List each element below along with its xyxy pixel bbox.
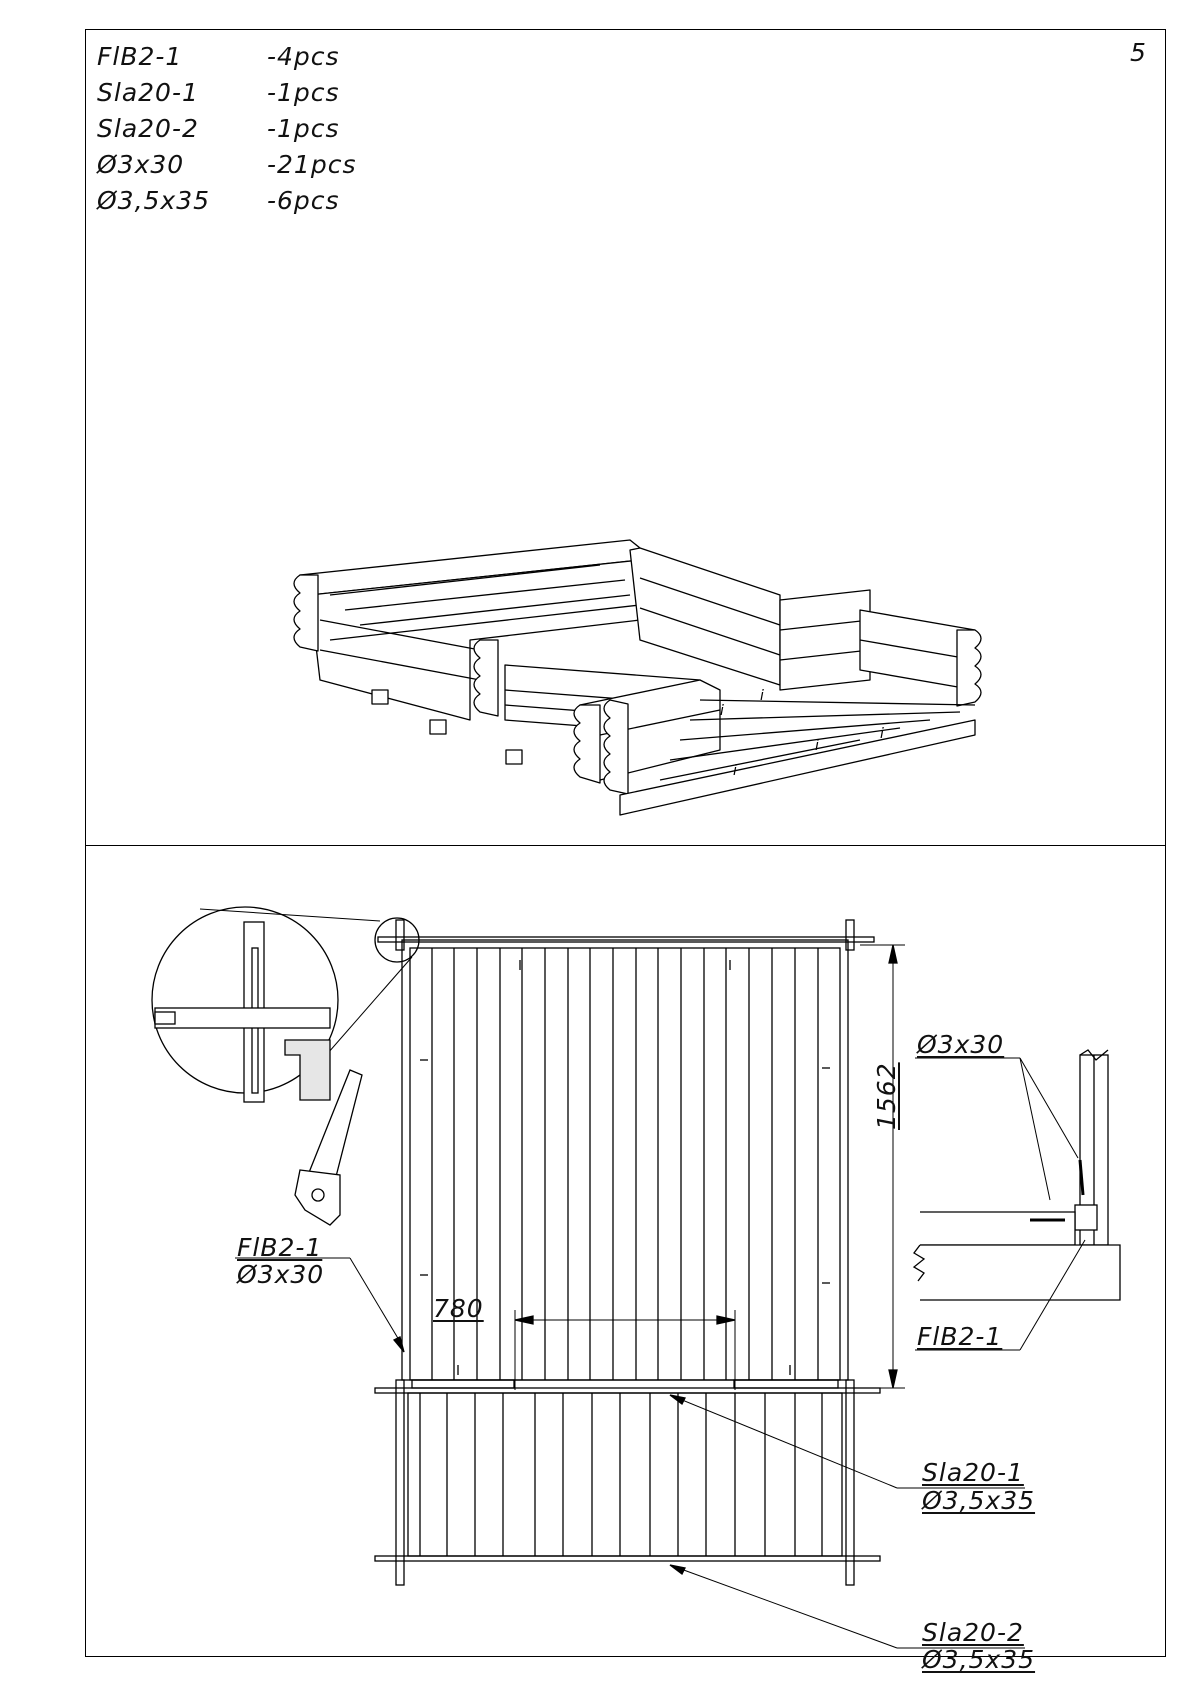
part-name: FlB2-1 [97,41,183,71]
part-qty: -1pcs [267,113,340,143]
dimension-1562: 1562 [872,1062,901,1130]
mid-crossbar [375,1388,880,1393]
section-screw-label: Ø3x30 [917,1030,1005,1059]
part-qty: -21pcs [267,149,357,179]
part-qty: -4pcs [267,41,340,71]
part-name: Sla20-2 [97,113,199,143]
lower-slats [408,1393,842,1556]
upper-slats [432,948,818,1380]
svg-text:i: i [720,703,724,719]
callout-sla1-part: Sla20-1 [922,1458,1024,1487]
part-qty: -1pcs [267,77,340,107]
part-qty: -6pcs [267,185,340,215]
page-number: 5 [1130,38,1147,67]
svg-text:i: i [815,738,819,754]
part-name: Sla20-1 [97,77,199,107]
callout-sla2-screw: Ø3,5x35 [922,1645,1036,1674]
part-name: Ø3x30 [97,149,185,179]
svg-text:i: i [880,726,884,742]
section-part-label: FlB2-1 [917,1322,1003,1351]
section-detail [914,1050,1120,1350]
callout-sla2-part: Sla20-2 [922,1618,1024,1647]
dimension-780: 780 [433,1294,484,1323]
callout-flb-part: FlB2-1 [237,1233,323,1262]
svg-text:i: i [760,688,764,704]
bottom-crossbar [375,1556,880,1561]
svg-text:i: i [733,763,737,779]
callout-flb-screw: Ø3x30 [237,1260,325,1289]
part-name: Ø3,5x35 [97,185,211,215]
callout-sla1-screw: Ø3,5x35 [922,1486,1036,1515]
